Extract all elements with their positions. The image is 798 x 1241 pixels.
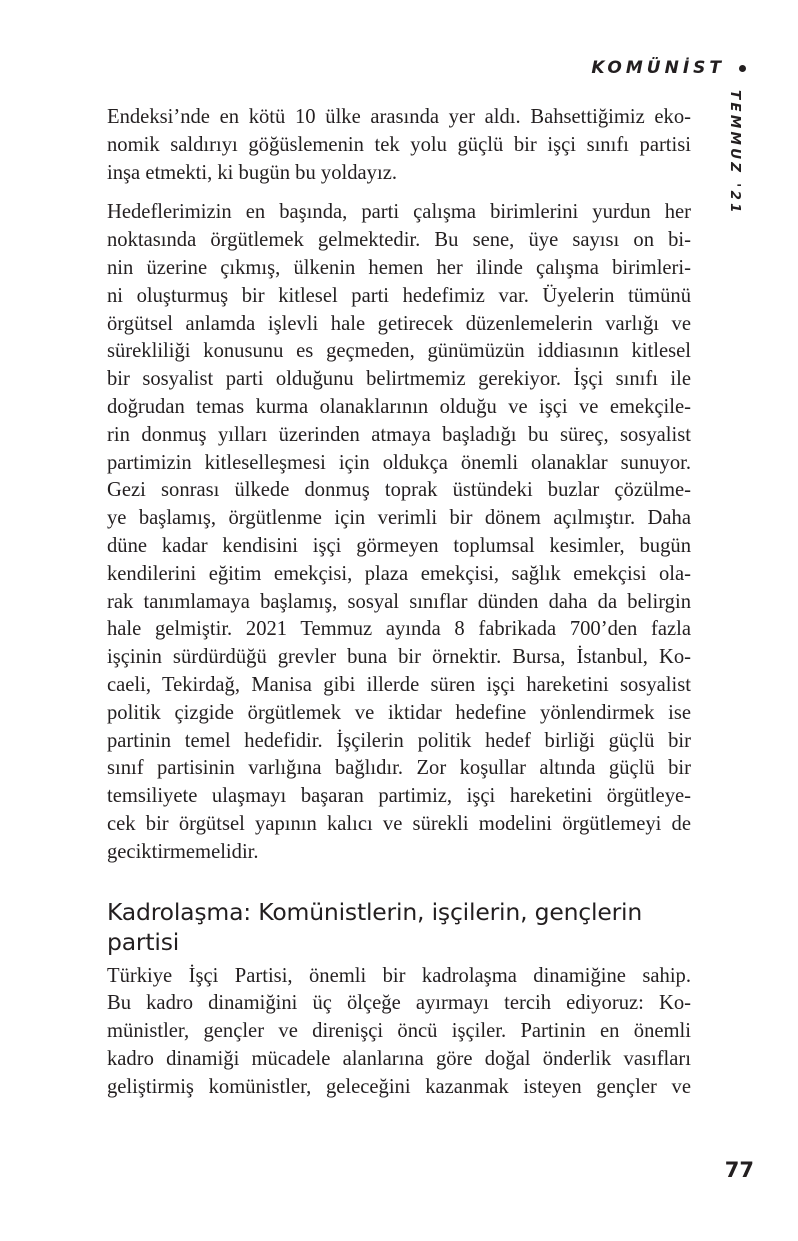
running-header — [591, 58, 746, 78]
text-line: kendilerini eğitim emekçisi, plaza emekçisi, sağlık emekçisi ola- — [107, 562, 691, 585]
text-line: sınıf partisinin varlığına bağlıdır. Zor koşullar altında güçlü bir — [107, 757, 691, 780]
text-line: temsiliyete ulaşmayı başaran partimiz, işçi hareketini örgütleye- — [107, 785, 691, 808]
text-line: işçinin sürdürdüğü grevler buna bir örnektir. Bursa, İstanbul, Ko- — [107, 646, 691, 669]
text-line: partimizin kitleselleşmesi için oldukça önemli olanaklar sunuyor. — [107, 451, 691, 474]
text-line: geliştirmiş komünistler, geleceğini kazanmak isteyen gençler ve — [107, 1075, 691, 1098]
text-line: Endeksi’nde en kötü 10 ülke arasında yer aldı. Bahsettiğimiz eko- — [107, 106, 691, 128]
heading-line: Kadrolaşma: Komünistlerin, işçilerin, gençlerin — [107, 897, 643, 926]
text-line: politik çizgide örgütlemek ve iktidar hedefine yönlendirmek ise — [107, 701, 691, 724]
text-line: caeli, Tekirdağ, Manisa gibi illerde süren işçi hareketini sosyalist — [107, 673, 691, 696]
text-line: bir sosyalist parti olduğunu belirtmemiz gerekiyor. İşçi sınıfı ile — [107, 368, 691, 391]
text-line: münistler, gençler ve direnişçi öncü işçiler. Partinin en önemli — [107, 1020, 691, 1043]
text-line: örgütsel anlamda işlevli hale getirecek düzenlemelerin varlığı ve — [107, 312, 691, 335]
page-number: 77 — [724, 1158, 754, 1182]
text-line: rin donmuş yılları üzerinden atmaya başladığı bu süreç, sosyalist — [107, 423, 691, 446]
text-line: rak tanımlamaya başlamış, sosyal sınıflar dünden daha da belirgin — [107, 590, 691, 613]
paragraph-spacer — [107, 187, 691, 199]
text-line: nin üzerine çıkmış, ülkenin hemen her ilinde çalışma birimleri- — [107, 256, 691, 279]
text-line: düne kadar kendisini işçi görmeyen toplumsal kesimler, bugün — [107, 534, 691, 557]
text-line: geciktirmemelidir. — [107, 840, 259, 863]
article-body — [107, 104, 691, 1102]
text-line: sürekliliği konusunu es geçmeden, günümüzün iddiasının kitlesel — [107, 340, 691, 363]
section-heading — [107, 897, 691, 957]
text-line: hale gelmiştir. 2021 Temmuz ayında 8 fabrikada 700’den fazla — [107, 618, 691, 641]
text-line: Gezi sonrası ülkede donmuş toprak üstündeki buzlar çözülme- — [107, 479, 691, 502]
text-line: noktasında örgütlemek gelmektedir. Bu sene, üye sayısı on bi- — [107, 229, 691, 252]
text-line: kadro dinamiği mücadele alanlarına göre doğal önderlik vasıfları — [107, 1047, 691, 1070]
text-line: cek bir örgütsel yapının kalıcı ve sürekli modelini örgütlemeyi de — [107, 812, 691, 835]
text-line: partinin temel hedefidir. İşçilerin politik hedef birliği güçlü bir — [107, 729, 691, 752]
text-line: doğrudan temas kurma olanaklarının olduğu ve işçi ve emekçile- — [107, 395, 691, 418]
text-line: ni oluşturmuş bir kitlesel parti hedefimiz var. Üyelerin tümünü — [107, 284, 691, 307]
text-line: inşa etmekti, ki bugün bu yoldayız. — [107, 161, 397, 184]
text-line: Bu kadro dinamiğini üç ölçeğe ayırmayı tercih ediyoruz: Ko- — [107, 992, 691, 1015]
text-line: nomik saldırıyı göğüslemenin tek yolu güçlü bir işçi sınıfı partisi — [107, 133, 691, 156]
section-paragraph-1 — [107, 963, 691, 1102]
text-line: Hedeflerimizin en başında, parti çalışma birimlerini yurdun her — [107, 201, 691, 224]
heading-line: partisi — [107, 927, 180, 956]
text-line: Türkiye İşçi Partisi, önemli bir kadrolaşma dinamiğine sahip. — [107, 964, 691, 987]
paragraph-2 — [107, 199, 691, 866]
paragraph-1 — [107, 104, 691, 187]
bullet-dot-icon — [739, 65, 746, 72]
publication-title: KOMÜNİST — [591, 58, 725, 78]
text-line: ye başlamış, örgütlenme için verimli bir dönem açılmıştır. Daha — [107, 507, 691, 530]
issue-date-vertical: TEMMUZ '21 — [727, 90, 743, 216]
